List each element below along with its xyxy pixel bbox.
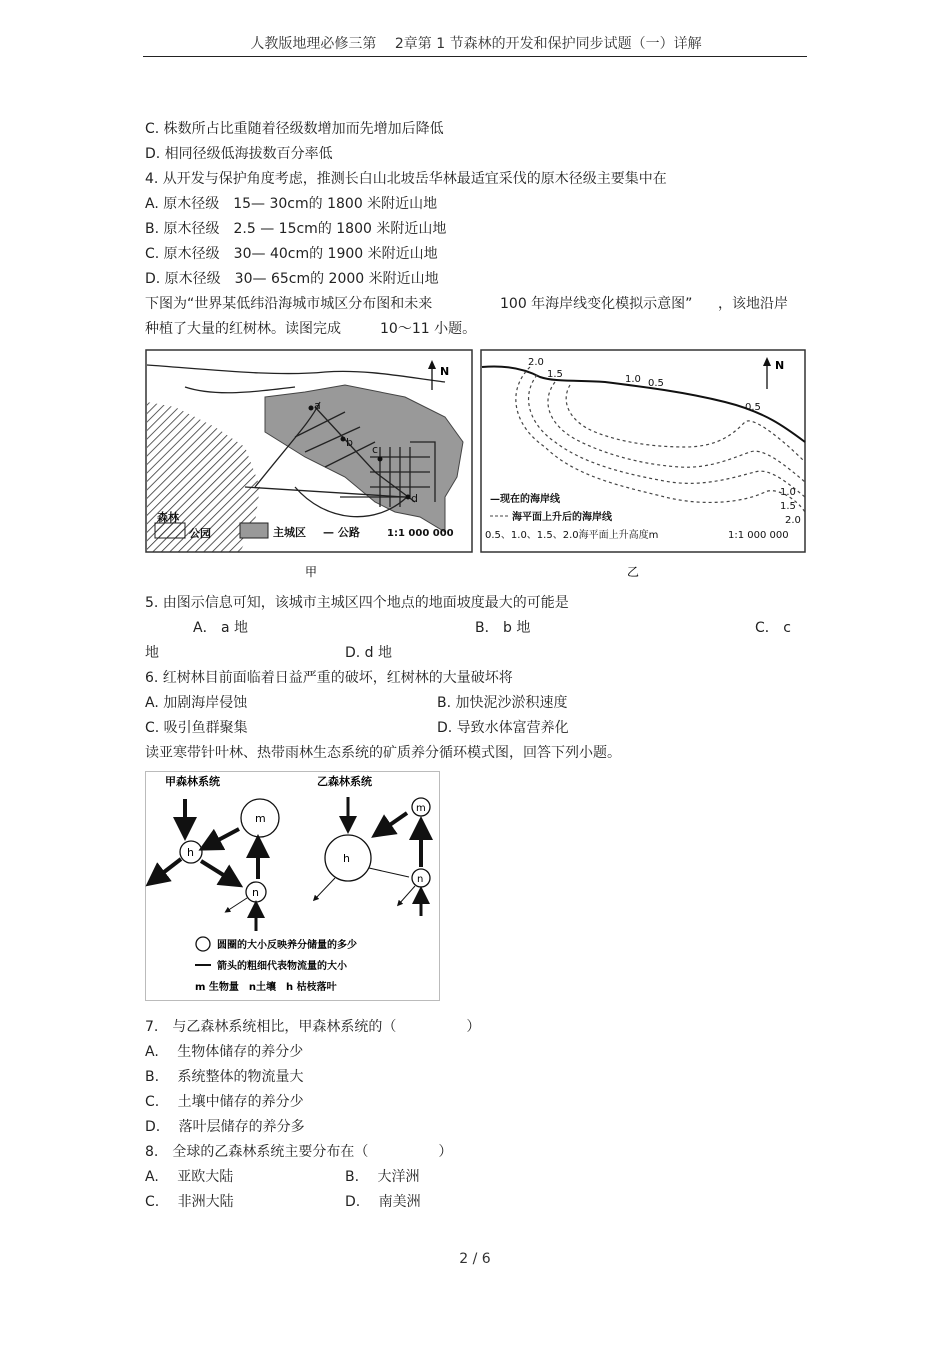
point-b-label: b: [346, 436, 353, 449]
cycle-b-n-label: n: [417, 874, 424, 885]
point-a-marker: [309, 406, 314, 411]
legend-forest-1: 森林: [157, 511, 179, 524]
contour-label-2-0-right: 2.0: [785, 515, 801, 526]
scale-left: 1:1 000 000: [387, 528, 454, 539]
cycle-svg: [145, 771, 440, 1001]
point-c-label: c: [372, 443, 379, 456]
option-c-line: C. 株数所占比重随着径级数增加而先增加后降低: [145, 121, 444, 137]
contour-label-0-5-right: 0.5: [745, 402, 761, 413]
intro-line-2a: 种植了大量的红树林。读图完成: [145, 321, 341, 337]
legend-circle-icon: [196, 937, 210, 951]
contour-label-2-0-top: 2.0: [528, 357, 544, 368]
question-8-option-c: C. 非洲大陆: [145, 1194, 234, 1210]
page-header: 人教版地理必修三第 2章第 1 节森林的开发和保护同步试题（一）详解: [250, 36, 702, 52]
legend-road-label: — 公路: [323, 526, 360, 539]
question-8-option-d: D. 南美洲: [345, 1194, 421, 1210]
intro-line-1b: 100 年海岸线变化模拟示意图”: [500, 296, 693, 312]
intro-line-1a: 下图为“世界某低纬沿海城市城区分布图和未来: [145, 296, 433, 312]
question-7-option-d: D. 落叶层储存的养分多: [145, 1119, 305, 1135]
caption-left: 甲: [305, 565, 318, 579]
header-rule: [143, 56, 807, 57]
point-d-marker: [406, 495, 411, 500]
point-b-marker: [341, 437, 346, 442]
contour-label-1-5-top: 1.5: [547, 369, 563, 380]
question-7-option-a: A. 生物体储存的养分少: [145, 1044, 304, 1060]
question-6-option-d: D. 导致水体富营养化: [437, 720, 569, 736]
question-7-option-c: C. 土壤中储存的养分少: [145, 1094, 304, 1110]
nutrient-cycle-figure: [145, 771, 440, 1001]
question-6-option-b: B. 加快泥沙淤积速度: [437, 695, 568, 711]
point-d-label: d: [411, 492, 418, 505]
cycle-legend-2: 箭头的粗细代表物流量的大小: [217, 961, 347, 972]
legend-current-coast: —现在的海岸线: [490, 494, 560, 505]
question-5-option-a: A． a 地: [193, 620, 249, 636]
question-6-option-c: C. 吸引鱼群聚集: [145, 720, 248, 736]
legend-city-label: 主城区: [273, 526, 306, 539]
cycle-title-a: 甲森林系统: [165, 775, 220, 788]
question-7-option-b: B. 系统整体的物流量大: [145, 1069, 304, 1085]
contour-label-1-5-right: 1.5: [780, 501, 796, 512]
question-5-option-b: B． b 地: [475, 620, 531, 636]
question-4-option-a: A. 原木径级 15— 30cm的 1800 米附近山地: [145, 196, 438, 212]
cycle-b-m-label: m: [416, 803, 426, 814]
question-8-option-b: B. 大洋洲: [345, 1169, 420, 1185]
legend-forest-2: 公园: [189, 527, 211, 540]
question-8-option-a: A. 亚欧大陆: [145, 1169, 234, 1185]
legend-city-swatch: [240, 523, 268, 538]
question-4-option-c: C. 原木径级 30— 40cm的 1900 米附近山地: [145, 246, 438, 262]
caption-right: 乙: [627, 565, 640, 579]
contour-label-0-5-top: 0.5: [648, 378, 664, 389]
intro-cycle: 读亚寒带针叶林、热带雨林生态系统的矿质养分循环模式图，回答下列小题。: [145, 745, 621, 761]
legend-future-coast: 海平面上升后的海岸线: [512, 512, 612, 523]
map-svg: [145, 347, 807, 583]
map-figure: [145, 347, 807, 583]
cycle-b-h-label: h: [343, 852, 350, 865]
point-c-marker: [378, 457, 383, 462]
page-number: 2 / 6: [459, 1251, 491, 1267]
question-6-option-a: A. 加剧海岸侵蚀: [145, 695, 248, 711]
north-label-right: N: [775, 359, 785, 372]
question-4: 4. 从开发与保护角度考虑，推测长白山北坡岳华林最适宜采伐的原木径级主要集中在: [145, 171, 667, 187]
question-4-option-b: B. 原木径级 2.5 — 15cm的 1800 米附近山地: [145, 221, 447, 237]
question-5-option-d: D. d 地: [345, 645, 393, 661]
contour-label-1-0-top: 1.0: [625, 374, 641, 385]
cycle-legend-3: m 生物量 n土壤 h 枯枝落叶: [195, 982, 337, 993]
north-label-left: N: [440, 365, 450, 378]
question-5: 5. 由图示信息可知，该城市主城区四个地点的地面坡度最大的可能是: [145, 595, 569, 611]
legend-heights: 0.5、1.0、1.5、2.0海平面上升高度m: [485, 530, 659, 541]
question-5-option-c-cont: 地: [145, 645, 159, 661]
contour-label-1-0-right: 1.0: [780, 487, 796, 498]
legend-forest-swatch: [155, 523, 185, 538]
scale-right: 1:1 000 000: [728, 530, 789, 541]
cycle-a-h-label: h: [187, 846, 194, 859]
cycle-a-n-label: n: [252, 886, 259, 899]
cycle-a-m-label: m: [255, 812, 266, 825]
point-a-label: a: [314, 399, 321, 412]
cycle-legend-1: 圆圈的大小反映养分储量的多少: [217, 940, 357, 951]
intro-line-2b: 10～11 小题。: [380, 321, 477, 337]
cycle-title-b: 乙森林系统: [317, 775, 372, 788]
question-7: 7. 与乙森林系统相比，甲森林系统的（ ）: [145, 1019, 481, 1035]
option-d-line: D. 相同径级低海拔数百分率低: [145, 146, 333, 162]
intro-line-1c: ，该地沿岸: [718, 296, 788, 312]
question-5-option-c: C． c: [755, 620, 791, 636]
question-6: 6. 红树林目前面临着日益严重的破坏，红树林的大量破坏将: [145, 670, 513, 686]
question-8: 8. 全球的乙森林系统主要分布在（ ）: [145, 1144, 453, 1160]
question-4-option-d: D. 原木径级 30— 65cm的 2000 米附近山地: [145, 271, 439, 287]
